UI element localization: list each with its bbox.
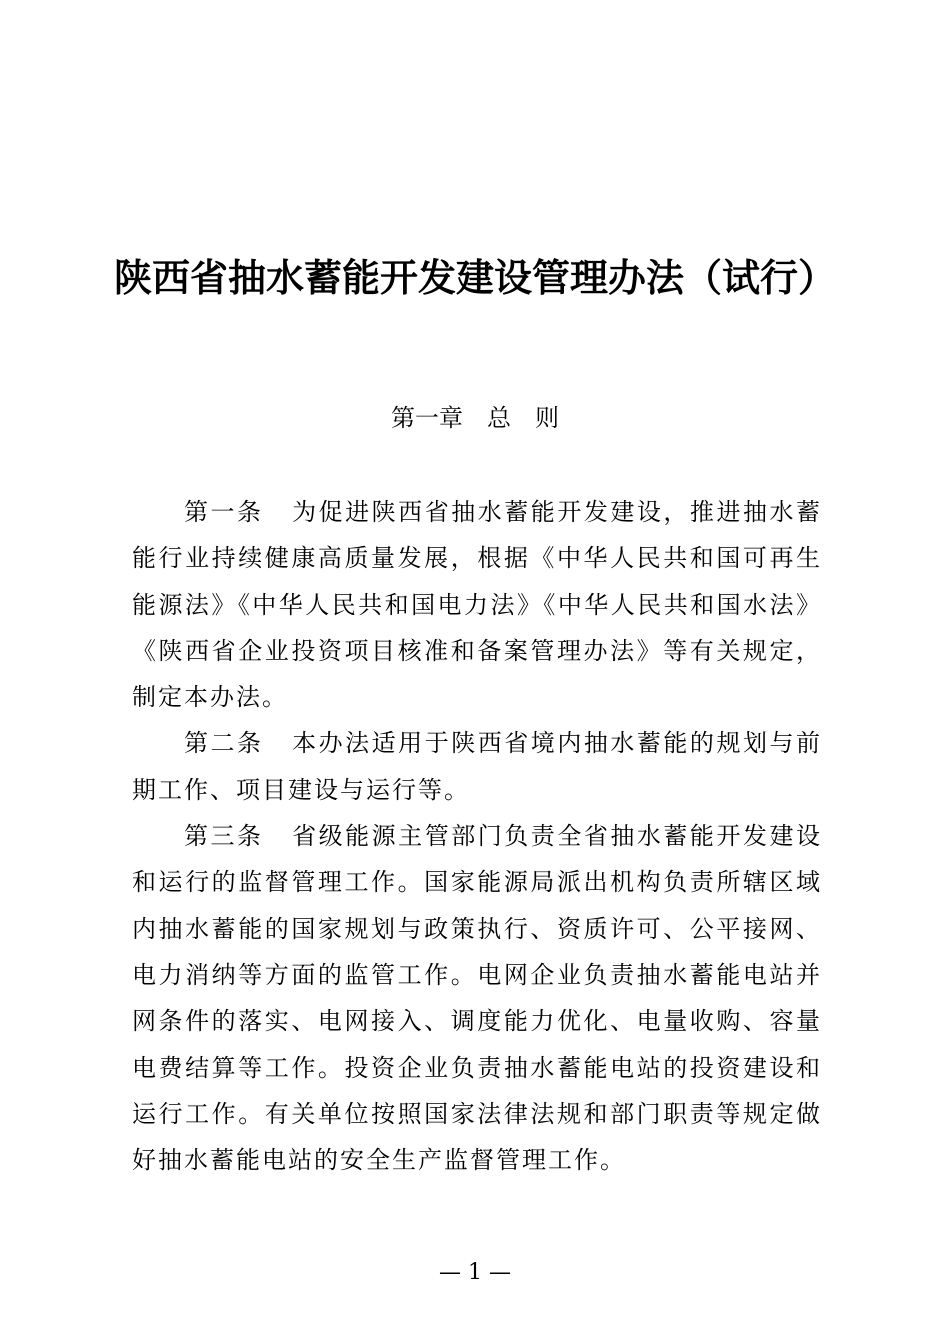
article-2 (132, 720, 822, 813)
article-number: 第一条 (184, 498, 264, 526)
article-text: 本办法适用于陕西省境内抽水蓄能的规划与前期工作、项目建设与运行等。 (132, 729, 823, 804)
article-number: 第二条 (184, 729, 264, 758)
document-body (132, 489, 822, 1183)
article-1 (132, 489, 822, 720)
article-text: 省级能源主管部门负责全省抽水蓄能开发建设和运行的监督管理工作。国家能源局派出机构负责所辖区域内抽水蓄能的国家规划与政策执行、资质许可、公平接网、电力消纳等方面的监管工作。电网企业负责抽水蓄能电站并网条件的落实、电网接入、调度能力优化、电量收购、容量电费结算等工作。投资企业负责抽水蓄能电站的投资建设和运行工作。有关单位按照国家法律法规和部门职责等规定做好抽水蓄能电站的安全生产监督管理工作。 (132, 822, 823, 1175)
article-3 (132, 813, 822, 1183)
article-text: 为促进陕西省抽水蓄能开发建设，推进抽水蓄能行业持续健康高质量发展，根据《中华人民共和国可再生能源法》《中华人民共和国电力法》《中华人民共和国水法》《陕西省企业投资项目核准和备案管理办法》等有关规定，制定本办法。 (132, 498, 823, 712)
document-title: 陕西省抽水蓄能开发建设管理办法（试行） (113, 255, 836, 300)
article-number: 第三条 (184, 822, 264, 851)
chapter-title: 第一章 总 则 (391, 404, 559, 432)
page-number: — 1 — (439, 1260, 511, 1285)
